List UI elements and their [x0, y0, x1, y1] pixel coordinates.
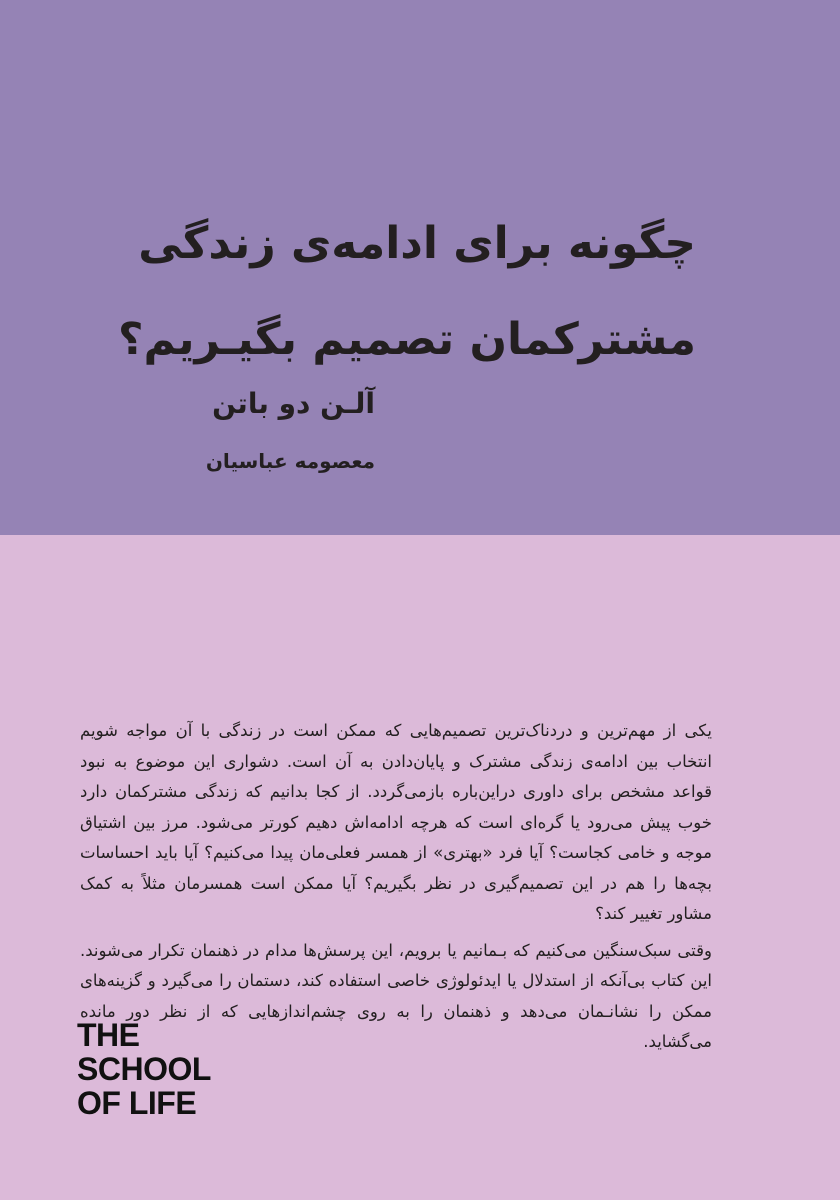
blurb-paragraph-1: یکی از مهم‌ترین و دردناک‌ترین تصمیم‌هایی که ممکن است در زندگی با آن مواجه شویم انتخاب بین ادامه‌ی زندگی مشترک و پایان‌دادن به آن است. دشواری این موضوع به نبود قواعد مشخص برای داوری دراین‌باره بازمی‌گردد. از کجا بدانیم که زندگی مشترکمان دارد خوب پیش می‌رود یا گره‌ای است که هرچه ادامه‌اش دهیم کورتر می‌شود. مرز بین اشتیاق موجه و خامی کجاست؟ آیا فرد «بهتری» از همسر فعلی‌مان پیدا می‌کنیم؟ آیا باید احساسات بچه‌ها را هم در این تصمیم‌گیری در نظر بگیریم؟ آیا ممکن است همسرمان مثلاً به کمک مشاور تغییر کند؟	[80, 721, 712, 923]
translator-name: معصومه عباسیان	[205, 449, 375, 473]
publisher-logo-line-1: THE	[77, 1017, 140, 1053]
cover-top-panel	[0, 0, 840, 535]
book-title-line-2: مشترکمان تصمیم بگیـریم؟	[117, 314, 696, 365]
blurb-paragraph-2: وقتی سبک‌سنگین می‌کنیم که بـمانیم یا برویم، این پرسش‌ها مدام در ذهنمان تکرار می‌شوند. این کتاب بی‌آنکه از استدلال یا ایدئولوژی خاصی استفاده کند، دستمان را می‌گیرد و گزینه‌های ممکن را نشانـمان می‌دهد و ذهنمان را به روی چشم‌اندازهایی که از نظر دور مانده می‌گشاید.	[80, 940, 712, 1051]
book-title-line-1: چگونه برای ادامه‌ی زندگی	[138, 218, 696, 269]
publisher-logo	[77, 1018, 211, 1120]
publisher-logo-line-2: SCHOOL	[77, 1051, 211, 1087]
back-cover-blurb	[80, 716, 712, 1064]
book-title	[96, 196, 696, 388]
author-name: آلـن دو باتن	[212, 387, 375, 420]
publisher-logo-line-3: OF LIFE	[77, 1085, 197, 1121]
